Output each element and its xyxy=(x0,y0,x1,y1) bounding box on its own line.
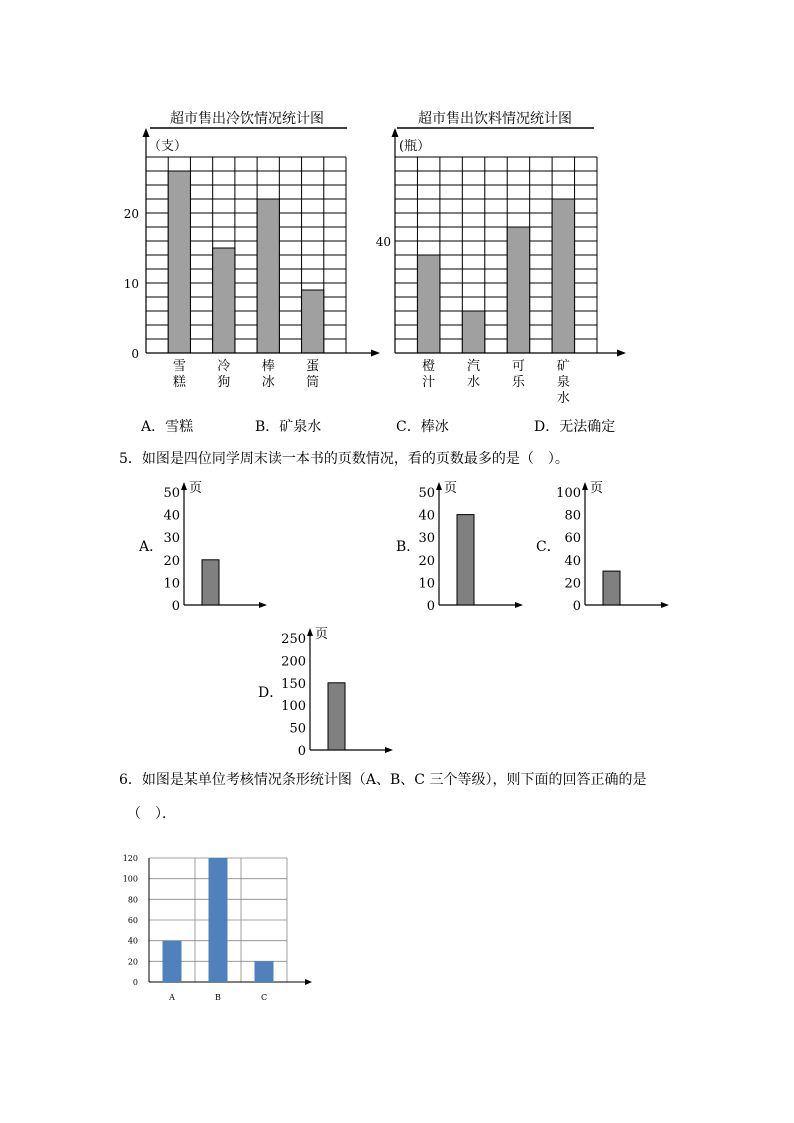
chart-right-bars xyxy=(417,199,574,353)
q6-category-label: B xyxy=(215,993,221,1002)
q5-bar xyxy=(328,683,345,750)
chart-right-category-label: 矿 xyxy=(556,359,570,374)
q5-y-arrow-icon xyxy=(181,482,187,490)
q5-tick-label: 40 xyxy=(163,508,180,524)
q5-unit-label: 页 xyxy=(590,481,604,496)
chart-left-category-label: 雪 xyxy=(172,359,186,374)
q5-option-c-label[interactable]: C． xyxy=(536,539,561,555)
chart-left-bar xyxy=(213,248,235,353)
q6-question-line1: 6．如图是某单位考核情况条形统计图（A、B、C 三个等级），则下面的回答正确的是 xyxy=(119,772,647,788)
chart-right-category-label: 泉 xyxy=(556,375,570,390)
q5-tick-label: 50 xyxy=(418,486,435,501)
chart-right-category-label: 水 xyxy=(467,375,481,390)
chart-left-category-label: 狗 xyxy=(217,375,231,390)
q6-tick-label: 60 xyxy=(127,916,138,925)
q5-tick-label: 80 xyxy=(564,508,581,524)
q4-charts xyxy=(0,0,794,440)
q5-y-arrow-icon xyxy=(582,482,588,490)
q5-tick-label: 40 xyxy=(418,508,435,524)
q5-charts xyxy=(0,460,794,770)
chart-left-bar xyxy=(257,199,279,353)
q5-tick-label: 30 xyxy=(418,531,435,547)
q5-tick-label: 60 xyxy=(564,531,581,547)
chart-right-category-label: 汽 xyxy=(467,359,481,374)
q5-tick-label: 40 xyxy=(564,553,581,569)
q6-x-arrow-icon xyxy=(305,979,312,985)
q6-bar xyxy=(209,858,228,982)
q5-chart-c xyxy=(556,481,669,614)
q6-bar xyxy=(255,961,274,982)
chart-left-category-label: 筒 xyxy=(306,375,320,390)
q5-unit-label: 页 xyxy=(189,481,203,496)
chart-left-category-label: 棒 xyxy=(261,359,275,374)
q5-tick-label: 150 xyxy=(281,676,306,692)
q5-bar xyxy=(457,515,474,605)
chart-left-category-label: 糕 xyxy=(172,375,186,390)
q5-option-d-label[interactable]: D． xyxy=(258,685,284,701)
q5-tick-label: 10 xyxy=(418,576,435,592)
q6-tick-label: 40 xyxy=(127,936,138,946)
chart-left-bar xyxy=(168,171,190,353)
q5-y-arrow-icon xyxy=(436,482,442,490)
q6-tick-label: 120 xyxy=(122,854,138,863)
chart-right-category-label: 汁 xyxy=(422,375,436,390)
q5-y-arrow-icon xyxy=(307,628,313,636)
chart-left-bars xyxy=(168,171,324,353)
q6-tick-label: 20 xyxy=(127,957,138,967)
chart-right-bar xyxy=(507,227,529,353)
chart-right-category-label: 橙 xyxy=(422,359,436,374)
q5-chart-a xyxy=(163,481,267,614)
q6-category-label: C xyxy=(260,993,268,1002)
q5-tick-label: 0 xyxy=(572,599,581,614)
q5-tick-label: 0 xyxy=(297,744,306,759)
q5-option-a-label[interactable]: A． xyxy=(139,539,164,555)
q5-tick-label: 30 xyxy=(163,531,180,547)
chart-left-category-label: 蛋 xyxy=(306,359,320,374)
q5-x-arrow-icon xyxy=(515,602,523,608)
q5-tick-label: 200 xyxy=(281,654,306,670)
chart-left-category-label: 冷 xyxy=(217,359,231,374)
q6-tick-label: 80 xyxy=(127,895,138,905)
q5-tick-label: 10 xyxy=(163,576,180,592)
chart-right-title: 超市售出饮料情况统计图 xyxy=(418,111,572,127)
q5-tick-label: 20 xyxy=(564,576,581,592)
chart-right-category-label: 乐 xyxy=(511,375,525,390)
chart-left-bar xyxy=(302,290,324,353)
q5-option-b-label[interactable]: B． xyxy=(396,539,421,555)
chart-right-bar xyxy=(462,311,484,353)
q5-bar xyxy=(202,560,219,605)
q5-tick-label: 100 xyxy=(281,699,306,715)
q5-tick-label: 20 xyxy=(163,553,180,569)
chart-right-x-arrow-icon xyxy=(617,350,626,357)
chart-left-categories xyxy=(173,358,319,390)
q5-tick-label: 250 xyxy=(281,632,306,647)
chart-left-unit: （支） xyxy=(148,139,188,154)
q5-unit-label: 页 xyxy=(315,627,329,642)
q4-option-c[interactable]: C．棒冰 xyxy=(396,419,449,435)
q5-tick-label: 50 xyxy=(163,486,180,501)
chart-right-unit: (瓶） xyxy=(399,139,431,154)
chart-left-ytick-10: 10 xyxy=(123,277,139,291)
chart-left-title: 超市售出冷饮情况统计图 xyxy=(170,111,324,127)
chart-left-ytick-20: 20 xyxy=(123,207,139,221)
q5-question: 5．如图是四位同学周末读一本书的页数情况，看的页数最多的是（ ）。 xyxy=(119,451,569,467)
chart-right-ytick-40: 40 xyxy=(375,235,391,249)
q6-question-line2: （ ）． xyxy=(127,806,176,822)
q4-option-b[interactable]: B．矿泉水 xyxy=(255,419,322,435)
q5-chart-d xyxy=(281,627,393,759)
q5-x-arrow-icon xyxy=(385,747,393,753)
chart-left-x-arrow-icon xyxy=(371,350,380,357)
q4-option-a[interactable]: A．雪糕 xyxy=(141,419,194,435)
chart-right-bar xyxy=(552,199,574,353)
q5-tick-label: 0 xyxy=(426,599,435,614)
q5-x-arrow-icon xyxy=(661,602,669,608)
q5-x-arrow-icon xyxy=(259,602,267,608)
q5-unit-label: 页 xyxy=(444,481,458,496)
q6-category-label: A xyxy=(169,993,175,1002)
q5-tick-label: 20 xyxy=(418,553,435,569)
chart-right-category-label: 水 xyxy=(556,391,570,406)
q5-tick-label: 50 xyxy=(289,721,306,737)
chart-right-y-arrow-icon xyxy=(392,128,399,137)
chart-left-category-label: 冰 xyxy=(261,375,275,390)
q4-option-d[interactable]: D．无法确定 xyxy=(534,419,616,435)
chart-right-bar xyxy=(417,255,439,353)
chart-left-ytick-0: 0 xyxy=(131,347,139,361)
chart-left-y-arrow-icon xyxy=(143,128,150,137)
q5-tick-label: 0 xyxy=(171,599,180,614)
chart-right-category-label: 可 xyxy=(511,359,525,374)
q6-tick-label: 100 xyxy=(122,874,138,884)
q5-bar xyxy=(603,571,620,605)
q5-chart-b xyxy=(418,481,523,614)
chart-right-categories xyxy=(422,358,570,406)
q5-tick-label: 100 xyxy=(556,486,581,501)
q6-tick-label: 0 xyxy=(132,978,138,987)
q6-chart xyxy=(0,840,794,1020)
q6-bar xyxy=(163,941,182,982)
